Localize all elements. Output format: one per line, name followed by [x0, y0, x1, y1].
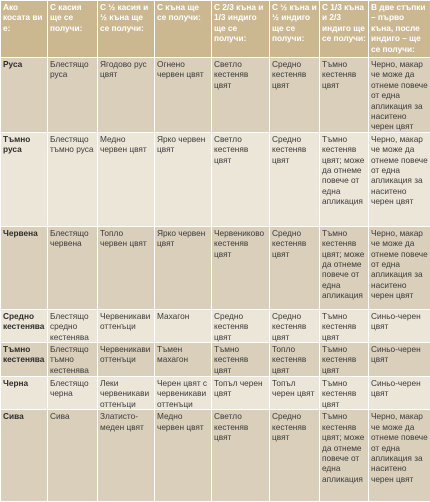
table-cell: Медно червен цвят — [155, 410, 212, 502]
table-cell: Леки червеникави оттенъци — [98, 377, 155, 410]
row-label: Руса — [1, 58, 48, 133]
table-row — [1, 377, 430, 410]
table-cell: Синьо-черен цвят — [369, 309, 430, 342]
header-cassia: С касия ще се получи: — [48, 1, 98, 58]
table-cell: Топло кестеняв цвят — [270, 343, 320, 377]
table-cell: Средно кестеняв цвят — [270, 226, 320, 309]
table-cell: Тъмно кестеняв цвят — [212, 343, 270, 377]
row-label: Черна — [1, 377, 48, 410]
table-cell: Светло кестеняв цвят — [212, 132, 270, 226]
header-two-thirds-henna: С 2/3 къна и 1/3 индиго ще се получи: — [212, 1, 270, 58]
table-cell: Тъмно кестеняв цвят — [320, 58, 369, 133]
table-cell: Блестящо тъмно руса — [48, 132, 98, 226]
table-cell: Тъмно кестеняв цвят — [320, 343, 369, 377]
table-cell: Черно, макар че може да отнеме повече от една апликация за наситено черен цвят — [369, 410, 430, 502]
row-label: Средно кестенява — [1, 309, 48, 342]
table-cell: Синьо-черен цвят — [369, 343, 430, 377]
table-row — [1, 226, 430, 309]
table-cell: Светло кестеняв цвят — [212, 58, 270, 133]
table-row — [1, 343, 430, 377]
table-cell: Черно, макар че може да отнеме повече от една апликация за наситено черен цвят — [369, 58, 430, 133]
table-cell: Светло кестеняв цвят — [212, 410, 270, 502]
table-row — [1, 132, 430, 226]
table-cell: Тъмно кестеняв цвят — [320, 309, 369, 342]
table-cell: Тъмно кестеняв цвят; може да отнеме повече от една апликация — [320, 132, 369, 226]
table-cell: Медно червен цвят — [98, 132, 155, 226]
table-cell: Огнено червен цвят — [155, 58, 212, 133]
table-cell: Тъмно кестеняв цвят; може да отнеме повече от една апликация — [320, 226, 369, 309]
table-cell: Блестящо червена — [48, 226, 98, 309]
header-two-step: В две стъпки – първо къна, после индиго – ще се получи: — [369, 1, 430, 58]
table-cell: Черен цвят с червеникави оттенъци — [155, 377, 212, 410]
table-cell: Черно, макар че може да отнеме повече от една апликация за наситено черен цвят — [369, 226, 430, 309]
table-cell: Блестящо средно кестенява — [48, 309, 98, 342]
table-row — [1, 410, 430, 502]
header-one-third-henna: С 1/3 къна и 2/3 индиго ще се получи: — [320, 1, 369, 58]
table-cell: Ярко червен цвят — [155, 132, 212, 226]
table-cell: Тъмно кестеняв цвят; може да отнеме повече от една апликация — [320, 410, 369, 502]
table-cell: Средно кестеняв цвят — [270, 58, 320, 133]
header-henna: С къна ще се получи: — [155, 1, 212, 58]
table-cell: Червеникави оттенъци — [98, 343, 155, 377]
header-hair-color: Ако косата ви е: — [1, 1, 48, 58]
table-cell: Тъмен махагон — [155, 343, 212, 377]
table-cell: Топло червен цвят — [98, 226, 155, 309]
table-row — [1, 309, 430, 342]
header-row — [1, 1, 430, 58]
row-label: Червена — [1, 226, 48, 309]
table-cell: Черно, макар че може да отнеме повече от една апликация за наситено черен цвят — [369, 132, 430, 226]
table-cell: Златисто-меден цвят — [98, 410, 155, 502]
table-cell: Топъл черен цвят — [212, 377, 270, 410]
header-half-cassia-half-henna: С ½ касия и ½ къна ще се получи: — [98, 1, 155, 58]
row-label: Тъмно руса — [1, 132, 48, 226]
table-cell: Червеникави оттенъци — [98, 309, 155, 342]
table-cell: Блестящо черна — [48, 377, 98, 410]
row-label: Тъмно кестенява — [1, 343, 48, 377]
row-label: Сива — [1, 410, 48, 502]
table-cell: Средно кестеняв цвят — [270, 309, 320, 342]
table-cell: Ярко червен цвят — [155, 226, 212, 309]
table-cell: Средно кестеняв цвят — [212, 309, 270, 342]
table-row — [1, 58, 430, 133]
table-cell: Ягодово рус цвят — [98, 58, 155, 133]
table-cell: Средно кестеняв цвят — [270, 132, 320, 226]
table-cell: Махагон — [155, 309, 212, 342]
header-half-henna-half-indigo: С ½ къна и ½ индиго ще се получи: — [270, 1, 320, 58]
table-cell: Червениково кестеняв цвят — [212, 226, 270, 309]
table-cell: Тъмно кестеняв цвят — [320, 377, 369, 410]
table-cell: Средно кестеняв цвят — [270, 410, 320, 502]
table-cell: Блестящо руса — [48, 58, 98, 133]
table-cell: Топъл черен цвят — [270, 377, 320, 410]
table-cell: Блестящо тъмно кестенява — [48, 343, 98, 377]
table-cell: Синьо-черен цвят — [369, 377, 430, 410]
table-cell: Сива — [48, 410, 98, 502]
